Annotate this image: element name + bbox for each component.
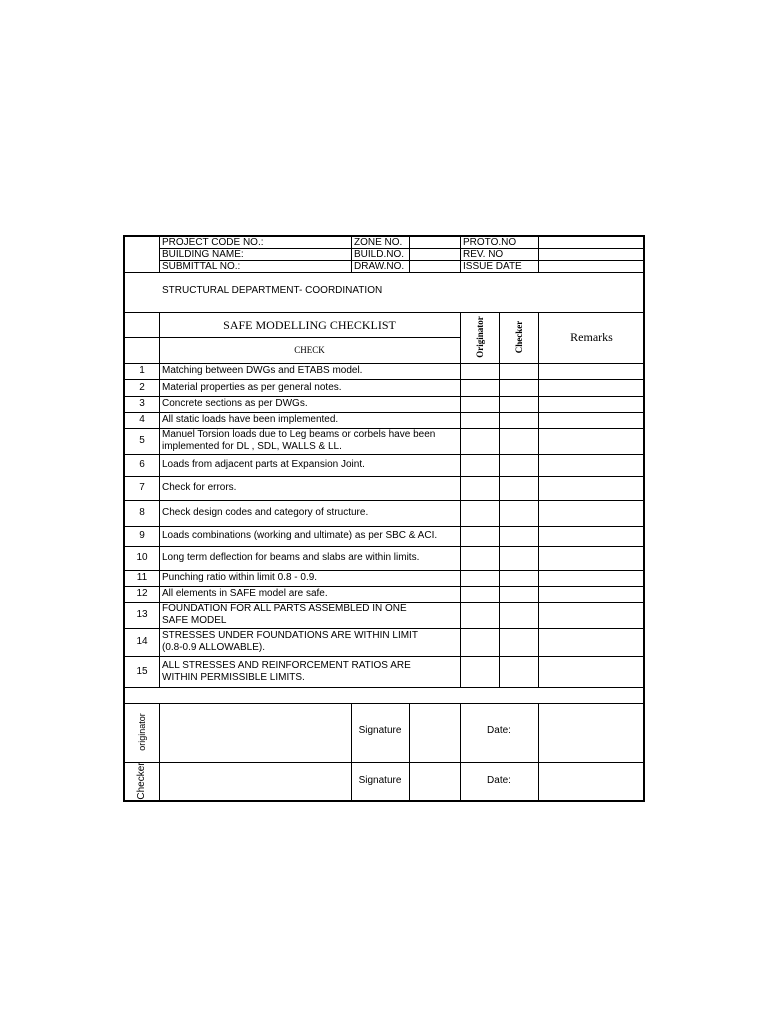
grid-line bbox=[159, 703, 160, 802]
item-number: 15 bbox=[136, 665, 148, 677]
grid-line bbox=[125, 500, 645, 501]
grid-line bbox=[409, 237, 410, 273]
grid-line bbox=[125, 396, 645, 397]
item-text: Loads combinations (working and ultimate) as per SBC & ACI. bbox=[162, 530, 438, 541]
grid-line bbox=[125, 687, 645, 688]
item-text: SAFE MODEL bbox=[162, 615, 227, 626]
originator-date-label: Date: bbox=[487, 725, 511, 736]
item-number: 2 bbox=[139, 381, 145, 393]
item-text: Long term deflection for beams and slabs are within limits. bbox=[162, 552, 420, 563]
checker-column-header: Checker bbox=[514, 320, 524, 354]
item-text: All static loads have been implemented. bbox=[162, 414, 339, 425]
item-text: Check for errors. bbox=[162, 482, 237, 493]
item-text: (0.8-0.9 ALLOWABLE). bbox=[162, 642, 266, 653]
submittal-no-label: SUBMITTAL NO.: bbox=[162, 261, 241, 272]
grid-line bbox=[125, 628, 645, 629]
grid-line bbox=[125, 762, 645, 763]
item-number: 3 bbox=[139, 398, 145, 409]
grid-line bbox=[409, 703, 410, 802]
project-code-label: PROJECT CODE NO.: bbox=[162, 237, 264, 248]
proto-no-label: PROTO.NO bbox=[463, 237, 517, 248]
item-number: 8 bbox=[139, 507, 145, 518]
remarks-column-header: Remarks bbox=[570, 330, 613, 344]
item-text: Manuel Torsion loads due to Leg beams or corbels have been bbox=[162, 429, 436, 440]
item-number: 7 bbox=[139, 482, 145, 493]
item-number: 14 bbox=[136, 636, 148, 647]
grid-line bbox=[125, 454, 645, 455]
grid-line bbox=[538, 237, 539, 273]
building-name-label: BUILDING NAME: bbox=[162, 249, 244, 260]
item-number: 4 bbox=[139, 414, 145, 425]
grid-line bbox=[125, 703, 645, 704]
rev-no-label: REV. NO bbox=[463, 249, 504, 260]
checker-signoff-label: Checker bbox=[136, 762, 147, 800]
build-no-label: BUILD.NO. bbox=[354, 249, 405, 260]
originator-signoff-label: originator bbox=[137, 713, 147, 751]
grid-line bbox=[159, 237, 160, 273]
grid-line bbox=[125, 379, 645, 380]
item-number: 10 bbox=[136, 552, 148, 563]
grid-line bbox=[125, 656, 645, 657]
item-number: 11 bbox=[136, 572, 148, 583]
grid-line bbox=[125, 337, 460, 338]
item-number: 5 bbox=[139, 435, 145, 446]
item-text: Matching between DWGs and ETABS model. bbox=[162, 365, 363, 376]
grid-line bbox=[125, 570, 645, 571]
check-column-header: CHECK bbox=[294, 345, 325, 355]
item-text: Check design codes and category of structure. bbox=[162, 507, 369, 518]
item-number: 13 bbox=[136, 609, 148, 620]
originator-column-header: Originator bbox=[475, 316, 485, 358]
department-title: STRUCTURAL DEPARTMENT- COORDINATION bbox=[162, 285, 383, 296]
checklist-title: SAFE MODELLING CHECKLIST bbox=[223, 318, 396, 332]
grid-line bbox=[460, 703, 461, 802]
draw-no-label: DRAW.NO. bbox=[354, 261, 405, 272]
item-number: 9 bbox=[139, 530, 145, 541]
item-text: Concrete sections as per DWGs. bbox=[162, 398, 308, 409]
item-number: 6 bbox=[139, 459, 145, 470]
item-text: Loads from adjacent parts at Expansion Joint. bbox=[162, 459, 365, 470]
grid-line bbox=[351, 237, 352, 273]
item-text: ALL STRESSES AND REINFORCEMENT RATIOS ARE bbox=[162, 659, 411, 671]
grid-line bbox=[460, 237, 461, 273]
item-text: STRESSES UNDER FOUNDATIONS ARE WITHIN LIMIT bbox=[162, 630, 418, 641]
zone-no-label: ZONE NO. bbox=[354, 237, 403, 248]
originator-signature-label: Signature bbox=[358, 725, 402, 736]
checker-date-label: Date: bbox=[487, 775, 511, 786]
item-text: Material properties as per general notes. bbox=[162, 381, 342, 393]
item-text: FOUNDATION FOR ALL PARTS ASSEMBLED IN ONE bbox=[162, 603, 407, 614]
item-text: All elements in SAFE model are safe. bbox=[162, 588, 328, 599]
item-text: implemented for DL , SDL, WALLS & LL. bbox=[162, 441, 342, 452]
grid-line bbox=[538, 703, 539, 802]
item-text: WITHIN PERMISSIBLE LIMITS. bbox=[162, 671, 305, 683]
item-number: 12 bbox=[136, 588, 148, 599]
item-number: 1 bbox=[139, 365, 145, 376]
grid-line bbox=[125, 312, 645, 313]
grid-line bbox=[125, 476, 645, 477]
issue-date-label: ISSUE DATE bbox=[463, 261, 522, 272]
checklist-sheet bbox=[123, 235, 645, 802]
item-text: Punching ratio within limit 0.8 - 0.9. bbox=[162, 572, 318, 583]
grid-line bbox=[125, 586, 645, 587]
grid-line bbox=[351, 703, 352, 802]
grid-line bbox=[125, 363, 645, 364]
grid-line bbox=[125, 526, 645, 527]
grid-line bbox=[125, 412, 645, 413]
checker-signature-label: Signature bbox=[358, 775, 402, 786]
grid-line bbox=[125, 546, 645, 547]
